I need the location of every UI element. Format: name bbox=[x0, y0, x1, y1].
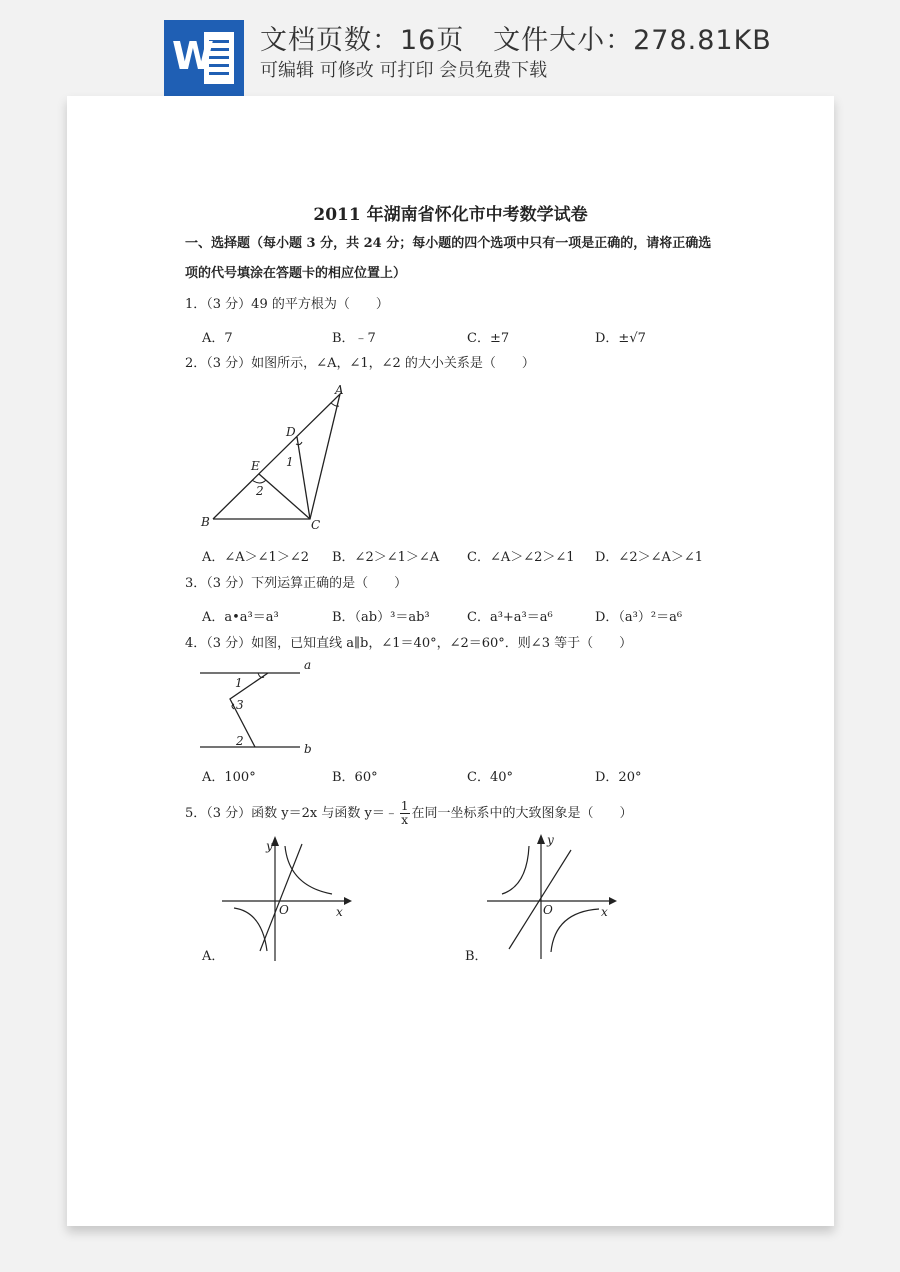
section-heading-cont: 项的代号填涂在答题卡的相应位置上） bbox=[185, 266, 407, 281]
axis-label-x: x bbox=[336, 905, 343, 919]
q1-option-d: D．±√7 bbox=[595, 331, 646, 346]
q5-option-a: A． bbox=[202, 949, 225, 964]
q2-option-c: C．∠A＞∠2＞∠1 bbox=[467, 550, 575, 565]
q4-option-a: A．100° bbox=[202, 770, 256, 785]
axis-label-y: y bbox=[547, 833, 554, 847]
angle-label-2: 2 bbox=[236, 734, 244, 748]
q2-option-a: A．∠A＞∠1＞∠2 bbox=[202, 550, 309, 565]
question-5: 5．（3 分）函数 y＝2x 与函数 y＝﹣ $\frac{1}{x}$ 在同一坐标系中的大致图象是（ ） bbox=[185, 799, 633, 827]
q1-option-c: C．±7 bbox=[467, 331, 510, 346]
question-3: 3．（3 分）下列运算正确的是（ ） bbox=[185, 576, 408, 591]
q3-option-b: B．（ab）³＝ab³ bbox=[332, 610, 430, 625]
fig-label-c: C bbox=[311, 518, 321, 532]
q4-option-b: B．60° bbox=[332, 770, 378, 785]
q2-triangle-figure bbox=[200, 384, 350, 534]
q3-option-d: D．（a³）²＝a⁶ bbox=[595, 610, 683, 625]
fig-label-e: E bbox=[251, 459, 260, 473]
q1-option-b: B．﹣7 bbox=[332, 331, 376, 346]
axis-label-x: x bbox=[601, 905, 608, 919]
question-1: 1．（3 分）49 的平方根为（ ） bbox=[185, 297, 389, 312]
file-info-line: 文档页数：16页 文件大小：278.81KB bbox=[260, 25, 772, 56]
fig-label-2: 2 bbox=[256, 484, 264, 498]
file-features-line: 可编辑 可修改 可打印 会员免费下载 bbox=[260, 60, 548, 81]
q2-option-b: B．∠2＞∠1＞∠A bbox=[332, 550, 440, 565]
line-label-a: a bbox=[304, 658, 312, 672]
question-4: 4．（3 分）如图，已知直线 a∥b，∠1＝40°，∠2＝60°．则∠3 等于（ ） bbox=[185, 636, 633, 651]
fig-label-a: A bbox=[335, 383, 344, 397]
angle-label-1: 1 bbox=[235, 676, 243, 690]
q3-option-a: A．a•a³＝a³ bbox=[202, 610, 279, 625]
fig-label-1: 1 bbox=[286, 455, 294, 469]
word-document-icon: W bbox=[164, 20, 244, 96]
q3-option-c: C．a³+a³＝a⁶ bbox=[467, 610, 553, 625]
axis-label-o: O bbox=[543, 903, 553, 917]
fig-label-b: B bbox=[201, 515, 210, 529]
line-label-b: b bbox=[304, 742, 312, 756]
fraction: $\frac{1}{x}$ bbox=[400, 799, 409, 827]
q4-option-c: C．40° bbox=[467, 770, 513, 785]
q5-graph-b bbox=[487, 834, 617, 959]
q5-option-b: B． bbox=[465, 949, 488, 964]
axis-label-y: y bbox=[266, 839, 273, 853]
q2-option-d: D．∠2＞∠A＞∠1 bbox=[595, 550, 704, 565]
section-heading: 一、选择题（每小题 3 分，共 24 分；每小题的四个选项中只有一项是正确的，请将正确选 bbox=[185, 236, 712, 251]
q4-option-d: D．20° bbox=[595, 770, 642, 785]
document-header bbox=[0, 0, 900, 100]
q4-parallel-lines-figure bbox=[200, 658, 315, 756]
angle-label-3: 3 bbox=[236, 698, 244, 712]
question-2: 2．（3 分）如图所示，∠A，∠1，∠2 的大小关系是（ ） bbox=[185, 356, 535, 371]
document-page bbox=[67, 96, 834, 1226]
axis-label-o: O bbox=[279, 903, 289, 917]
q1-option-a: A．7 bbox=[202, 331, 233, 346]
page-title: 2011 年湖南省怀化市中考数学试卷 bbox=[313, 205, 588, 225]
q5-graph-a bbox=[222, 836, 352, 961]
fig-label-d: D bbox=[286, 425, 296, 439]
